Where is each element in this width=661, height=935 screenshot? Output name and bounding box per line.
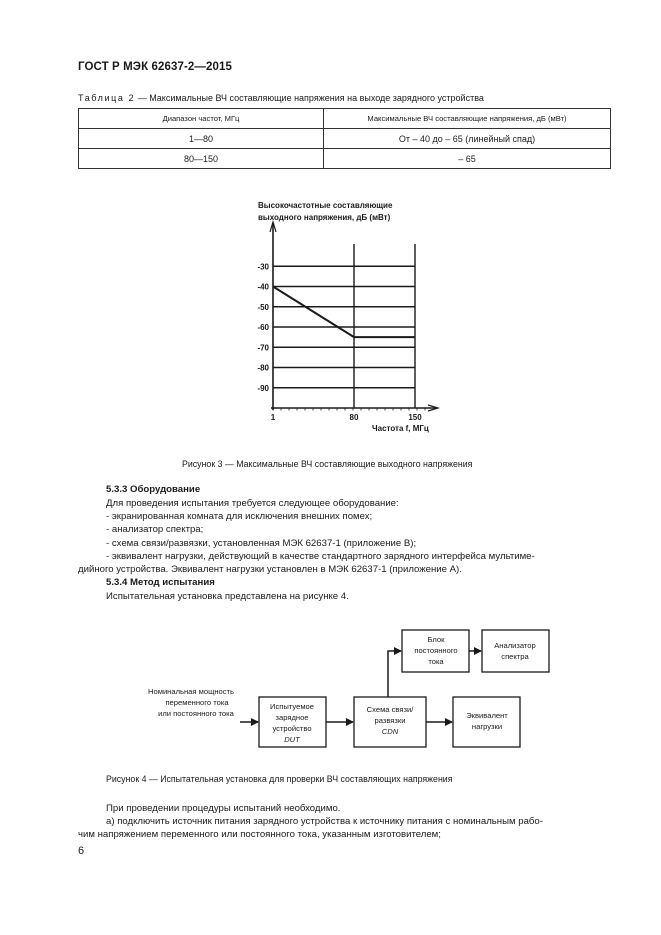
spectrum-analyzer-box bbox=[482, 630, 549, 672]
input-label-line: Номинальная мощность bbox=[148, 687, 234, 696]
section-534-text: Испытательная установка представлена на рисунке 4. bbox=[106, 591, 349, 602]
dut-label-line: Испытуемое bbox=[270, 702, 314, 711]
section-533-intro: Для проведения испытания требуется следующее оборудование: bbox=[106, 498, 399, 509]
table-header-cell: Диапазон частот, МГц bbox=[79, 109, 324, 129]
section-533-heading: 5.3.3 Оборудование bbox=[106, 484, 201, 495]
section-534-heading: 5.3.4 Метод испытания bbox=[106, 577, 215, 588]
chart-x-tick-label: 150 bbox=[408, 413, 422, 422]
input-power-label bbox=[148, 687, 235, 718]
dut-abbrev: DUT bbox=[284, 735, 300, 744]
figure4-caption: Рисунок 4 — Испытательная установка для проверки ВЧ составляющих напряжения bbox=[106, 774, 453, 784]
procedure-step-a-continuation: чим напряжением переменного или постоянного тока, указанным изготовителем; bbox=[78, 829, 441, 840]
procedure-intro: При проведении процедуры испытаний необходимо. bbox=[106, 803, 341, 814]
cdn-box bbox=[354, 697, 426, 747]
table-caption-text: — Максимальные ВЧ составляющие напряжения на выходе зарядного устройства bbox=[135, 93, 484, 103]
input-label-line: или постоянного тока bbox=[158, 709, 234, 718]
document-header: ГОСТ Р МЭК 62637-2—2015 bbox=[78, 61, 232, 73]
chart-y-tick-label: -60 bbox=[257, 323, 269, 332]
dc-block-label-line: тока bbox=[428, 657, 444, 666]
input-label-line: переменного тока bbox=[165, 698, 229, 707]
load-label-line: нагрузки bbox=[471, 722, 503, 731]
cdn-label-line: Схема связи/ bbox=[366, 705, 414, 714]
table-cell: – 65 bbox=[324, 149, 611, 169]
chart-xlabel: Частота f, МГц bbox=[372, 424, 429, 433]
chart-ylabel-line1: Высокочастотные составляющие bbox=[258, 201, 393, 210]
chart-y-tick-label: -50 bbox=[257, 302, 269, 312]
table-cell: От – 40 до – 65 (линейный спад) bbox=[324, 129, 611, 149]
equipment-item: - экранированная комната для исключения внешних помех; bbox=[106, 511, 373, 522]
equipment-item-continuation: дийного устройства. Эквивалент нагрузки установлен в МЭК 62637-1 (приложение А). bbox=[78, 564, 462, 575]
chart-ylabel-line2: выходного напряжения, дБ (мВт) bbox=[258, 213, 391, 222]
equipment-item: - анализатор спектра; bbox=[106, 524, 204, 535]
chart-y-tick-label: -90 bbox=[257, 383, 269, 393]
arrow-cdn-to-dc-block bbox=[388, 651, 401, 697]
load-box bbox=[453, 697, 520, 747]
analyzer-label-line: Анализатор bbox=[494, 641, 536, 650]
equipment-item: - эквивалент нагрузки, действующий в качестве стандартного зарядного интерфейса мультиме- bbox=[106, 551, 535, 562]
dut-box bbox=[259, 697, 326, 747]
chart-y-tick-label: -30 bbox=[257, 262, 269, 272]
dc-block-box bbox=[402, 630, 469, 672]
load-label-line: Эквивалент bbox=[466, 711, 508, 720]
chart-x-tick-label: 80 bbox=[349, 413, 359, 422]
dc-block-label-line: постоянного bbox=[414, 646, 458, 655]
chart-y-tick-label: -70 bbox=[257, 343, 269, 353]
table-caption-lead: Таблица 2 bbox=[78, 93, 136, 103]
dut-label-line: зарядное bbox=[275, 713, 309, 722]
page-number: 6 bbox=[78, 845, 85, 857]
dc-block-label-line: Блок bbox=[427, 635, 445, 644]
procedure-step-a: а) подключить источник питания зарядного устройства к источнику питания с номинальным рабо- bbox=[106, 816, 543, 827]
equipment-item: - схема связи/развязки, установленная МЭК 62637-1 (приложение В); bbox=[106, 538, 417, 549]
dut-label-line: устройство bbox=[272, 724, 312, 733]
chart-y-tick-label: -80 bbox=[257, 363, 269, 373]
chart-x-tick-label: 1 bbox=[270, 413, 276, 422]
chart-y-tick-label: -40 bbox=[257, 282, 269, 292]
table-header-cell: Максимальные ВЧ составляющие напряжения, дБ (мВт) bbox=[324, 109, 611, 129]
analyzer-label-line: спектра bbox=[501, 652, 529, 661]
cdn-abbrev: CDN bbox=[381, 727, 399, 736]
cdn-label-line: развязки bbox=[374, 716, 406, 725]
figure3-caption: Рисунок 3 — Максимальные ВЧ составляющие выходного напряжения bbox=[182, 459, 473, 469]
table-cell: 1—80 bbox=[79, 129, 324, 149]
table-cell: 80—150 bbox=[79, 149, 324, 169]
